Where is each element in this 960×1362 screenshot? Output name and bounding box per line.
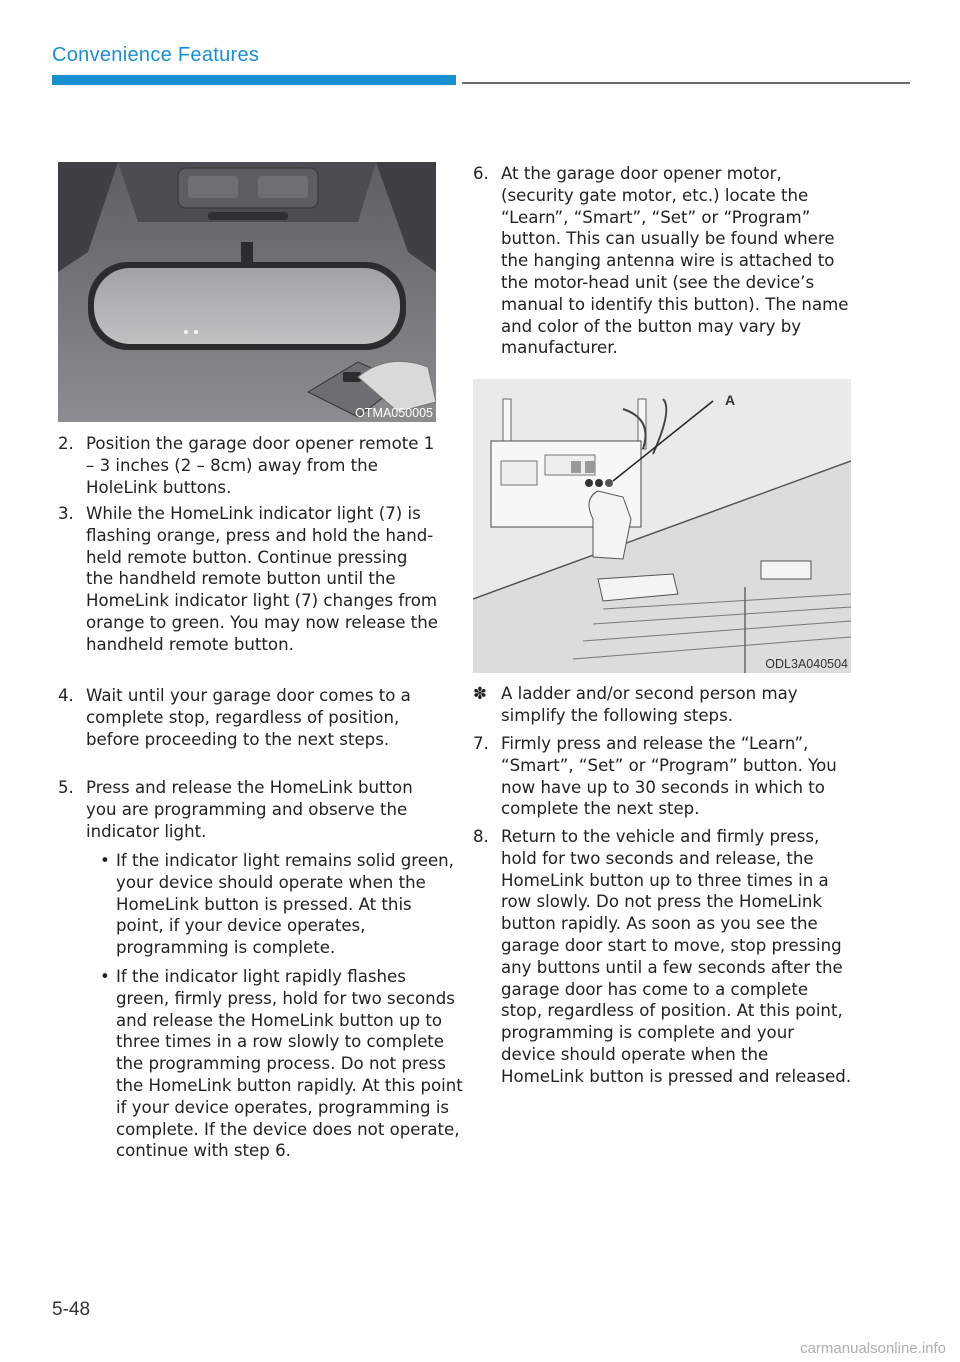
- step-6: [473, 163, 853, 359]
- bullet-text: If the indicator light rapidly flashes green, firmly press, hold for two seconds and release the HomeLink button up to three times in a row slowly to complete the programming process. Do not press the HomeLink button rapidly. At this point if your device operates, programming is complete. If the device does not operate, continue with step 6.: [116, 967, 463, 1161]
- step-8: [473, 826, 853, 1088]
- bullet-rapid-flash: [100, 966, 464, 1162]
- bullet-text: If the indicator light remains solid green, your device should operate when the HomeLink button is pressed. At this point, if your device operates, programming is complete.: [116, 851, 454, 958]
- bullet-dot: •: [100, 851, 110, 870]
- figure-code: ODL3A040504: [765, 657, 848, 671]
- section-title: Convenience Features: [52, 44, 260, 66]
- ladder-note: [473, 683, 853, 727]
- step-5: [58, 777, 438, 842]
- step-2: [58, 433, 438, 498]
- callout-a: A: [725, 392, 736, 408]
- step-text: At the garage door opener motor, (security gate motor, etc.) locate the “Learn”, “Smart”, “Set” or “Program” button. This can usually be found where the hanging antenna wire is attached to the motor-head unit (see the device’s manual to identify this button). The name and color of the button may vary by manufacturer.: [501, 164, 849, 358]
- step-number: 8.: [473, 827, 489, 846]
- step-number: 2.: [58, 434, 74, 453]
- note-text: A ladder and/or second person may simplify the following steps.: [501, 684, 798, 725]
- step-number: 4.: [58, 686, 74, 705]
- note-symbol: ✽: [473, 684, 487, 703]
- step-text: Firmly press and release the “Learn”, “Smart”, “Set” or “Program” button. You now have up to 30 seconds in which to complete the next step.: [501, 734, 837, 819]
- step-number: 7.: [473, 734, 489, 753]
- step-3: [58, 503, 438, 656]
- watermark: carmanualsonline.info: [800, 1340, 946, 1357]
- step-text: Return to the vehicle and firmly press, hold for two seconds and release, the HomeLink button up to three times in a row slowly. Do not press the HomeLink button rapidly. As soon as you see the garage door start to move, stop pressing any buttons until a few seconds after the garage door has come to a complete stop, regardless of position. At this point, programming is complete and your device should operate when the HomeLink button is pressed and released.: [501, 827, 852, 1086]
- step-number: 3.: [58, 504, 74, 523]
- header-rule: [462, 82, 910, 84]
- figure-code: OTMA050005: [355, 406, 433, 420]
- garage-opener-illustration: [473, 379, 851, 673]
- page-number: 5-48: [52, 1299, 91, 1320]
- step-text: While the HomeLink indicator light (7) is flashing orange, press and hold the hand-held remote button. Continue pressing the handheld remote button until the HomeLink indicator light (7) changes from orange to green. You may now release the handheld remote button.: [86, 504, 438, 654]
- header-accent-bar: [52, 75, 456, 85]
- bullet-solid-green: [100, 850, 464, 959]
- garage-opener-figure: [473, 379, 851, 673]
- bullet-dot: •: [100, 967, 110, 986]
- step-number: 5.: [58, 778, 74, 797]
- step-7: [473, 733, 853, 820]
- step-text: Position the garage door opener remote 1 – 3 inches (2 – 8cm) away from the HoleLink buttons.: [86, 434, 435, 497]
- rearview-mirror-figure: [58, 162, 436, 422]
- step-text: Press and release the HomeLink button you are programming and observe the indicator light.: [86, 778, 413, 841]
- step-number: 6.: [473, 164, 489, 183]
- step-4: [58, 685, 438, 750]
- step-text: Wait until your garage door comes to a complete stop, regardless of position, before proceeding to the next steps.: [86, 686, 411, 749]
- mirror-illustration: [58, 162, 436, 422]
